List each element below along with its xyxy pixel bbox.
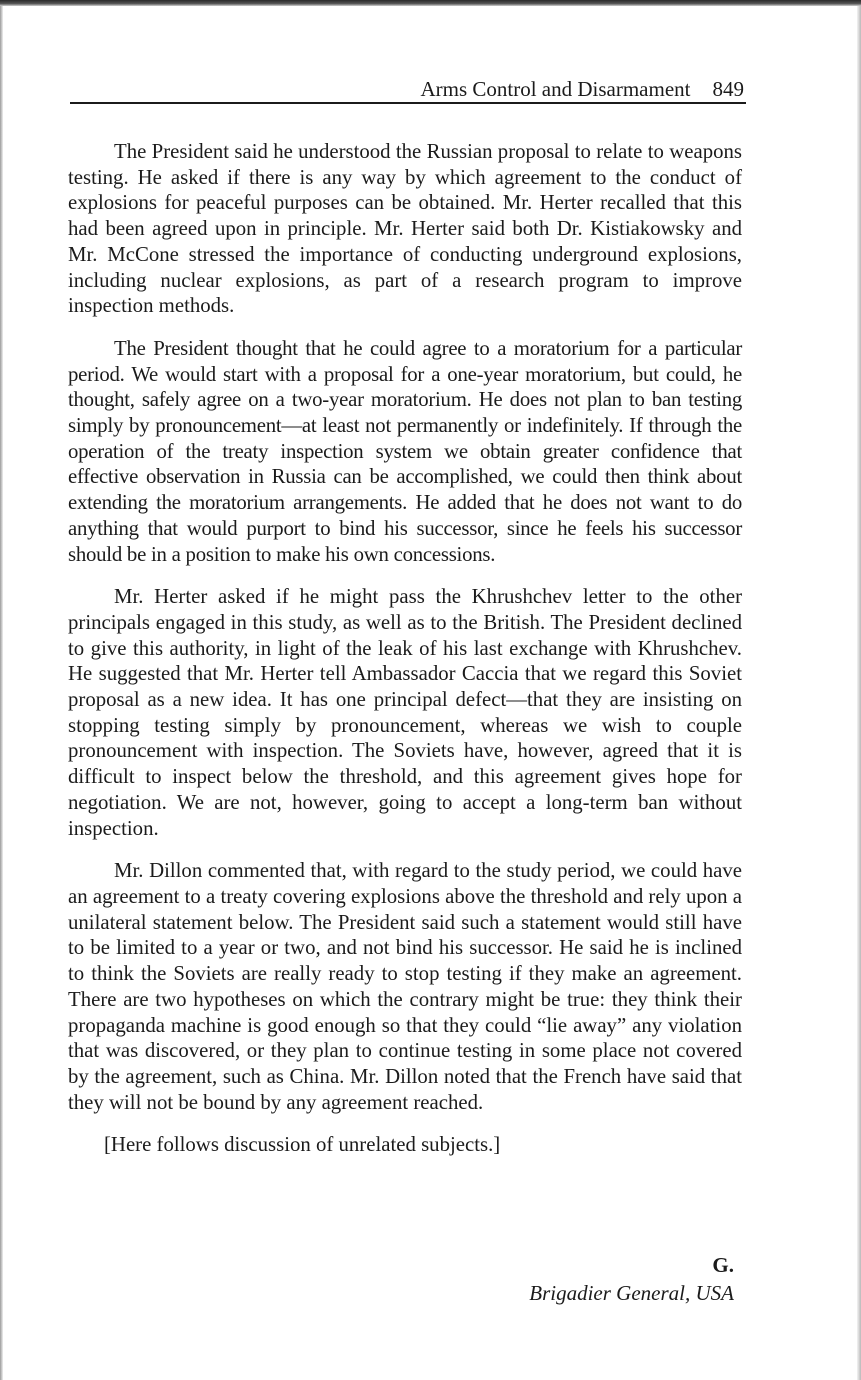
editorial-note: [Here follows discussion of unrelated subjects.] (104, 1133, 501, 1157)
signature-title: Brigadier General, USA (529, 1281, 734, 1305)
scan-left-edge (0, 6, 3, 1380)
document-body (68, 139, 742, 1158)
paragraph-3: Mr. Herter asked if he might pass the Khrushchev letter to the other principals engaged in this study, as well as to the British. The President declined to give this authority, in light of the leak of his last exchange with Khrushchev. He suggested that Mr. Herter tell Ambassador Caccia that we regard this Soviet proposal as a new idea. It has one principal defect—that they are insisting on stopping testing simply by pronouncement, whereas we wish to couple pronouncement with inspection. The Soviets have, however, agreed that it is difficult to inspect below the threshold, and this agreement gives hope for negotiation. We are not, however, going to accept a long-term ban without inspection. (68, 585, 742, 840)
paragraph-2: The President thought that he could agree to a moratorium for a particular period. We would start with a proposal for a one-year moratorium, but could, he thought, safely agree on a two-year moratorium. He does not plan to ban testing simply by pronouncement—at least not permanently or indefinitely. If through the operation of the treaty inspection system we obtain greater confidence that effective observation in Russia can be accomplished, we could then think about extending the moratorium arrangements. He added that he does not want to do anything that would purport to bind his successor, since he feels his successor should be in a position to make his own concessions. (68, 336, 742, 566)
running-title: Arms Control and Disarmament (420, 77, 691, 101)
signature-initial: G. (712, 1253, 734, 1277)
header-rule (70, 102, 746, 104)
scan-top-edge (0, 0, 861, 6)
paragraph-1: The President said he understood the Russian proposal to relate to weapons testing. He asked if there is any way by which agreement to the conduct of explosions for peaceful purposes can be obtained. Mr. Herter recalled that this had been agreed upon in principle. Mr. Herter said both Dr. Kistiakowsky and Mr. McCone stressed the importance of conducting underground explosions, including nuclear explosions, as part of a research program to improve inspection methods. (68, 140, 742, 318)
signature-block (430, 1252, 734, 1306)
page-number: 849 (712, 77, 744, 101)
scan-right-edge (857, 6, 861, 1380)
paragraph-4: Mr. Dillon commented that, with regard to the study period, we could have an agreement to a treaty covering explosions above the threshold and rely upon a unilateral statement below. The President said such a statement would still have to be limited to a year or two, and not bind his successor. He said he is inclined to think the Soviets are really ready to stop testing if they make an agreement. There are two hypotheses on which the contrary might be true: they think their propaganda machine is good enough so that they could “lie away” any violation that was discovered, or they plan to continue testing in some place not covered by the agreement, such as China. Mr. Dillon noted that the French have said that they will not be bound by any agreement reached. (68, 859, 742, 1114)
running-head (72, 76, 744, 102)
